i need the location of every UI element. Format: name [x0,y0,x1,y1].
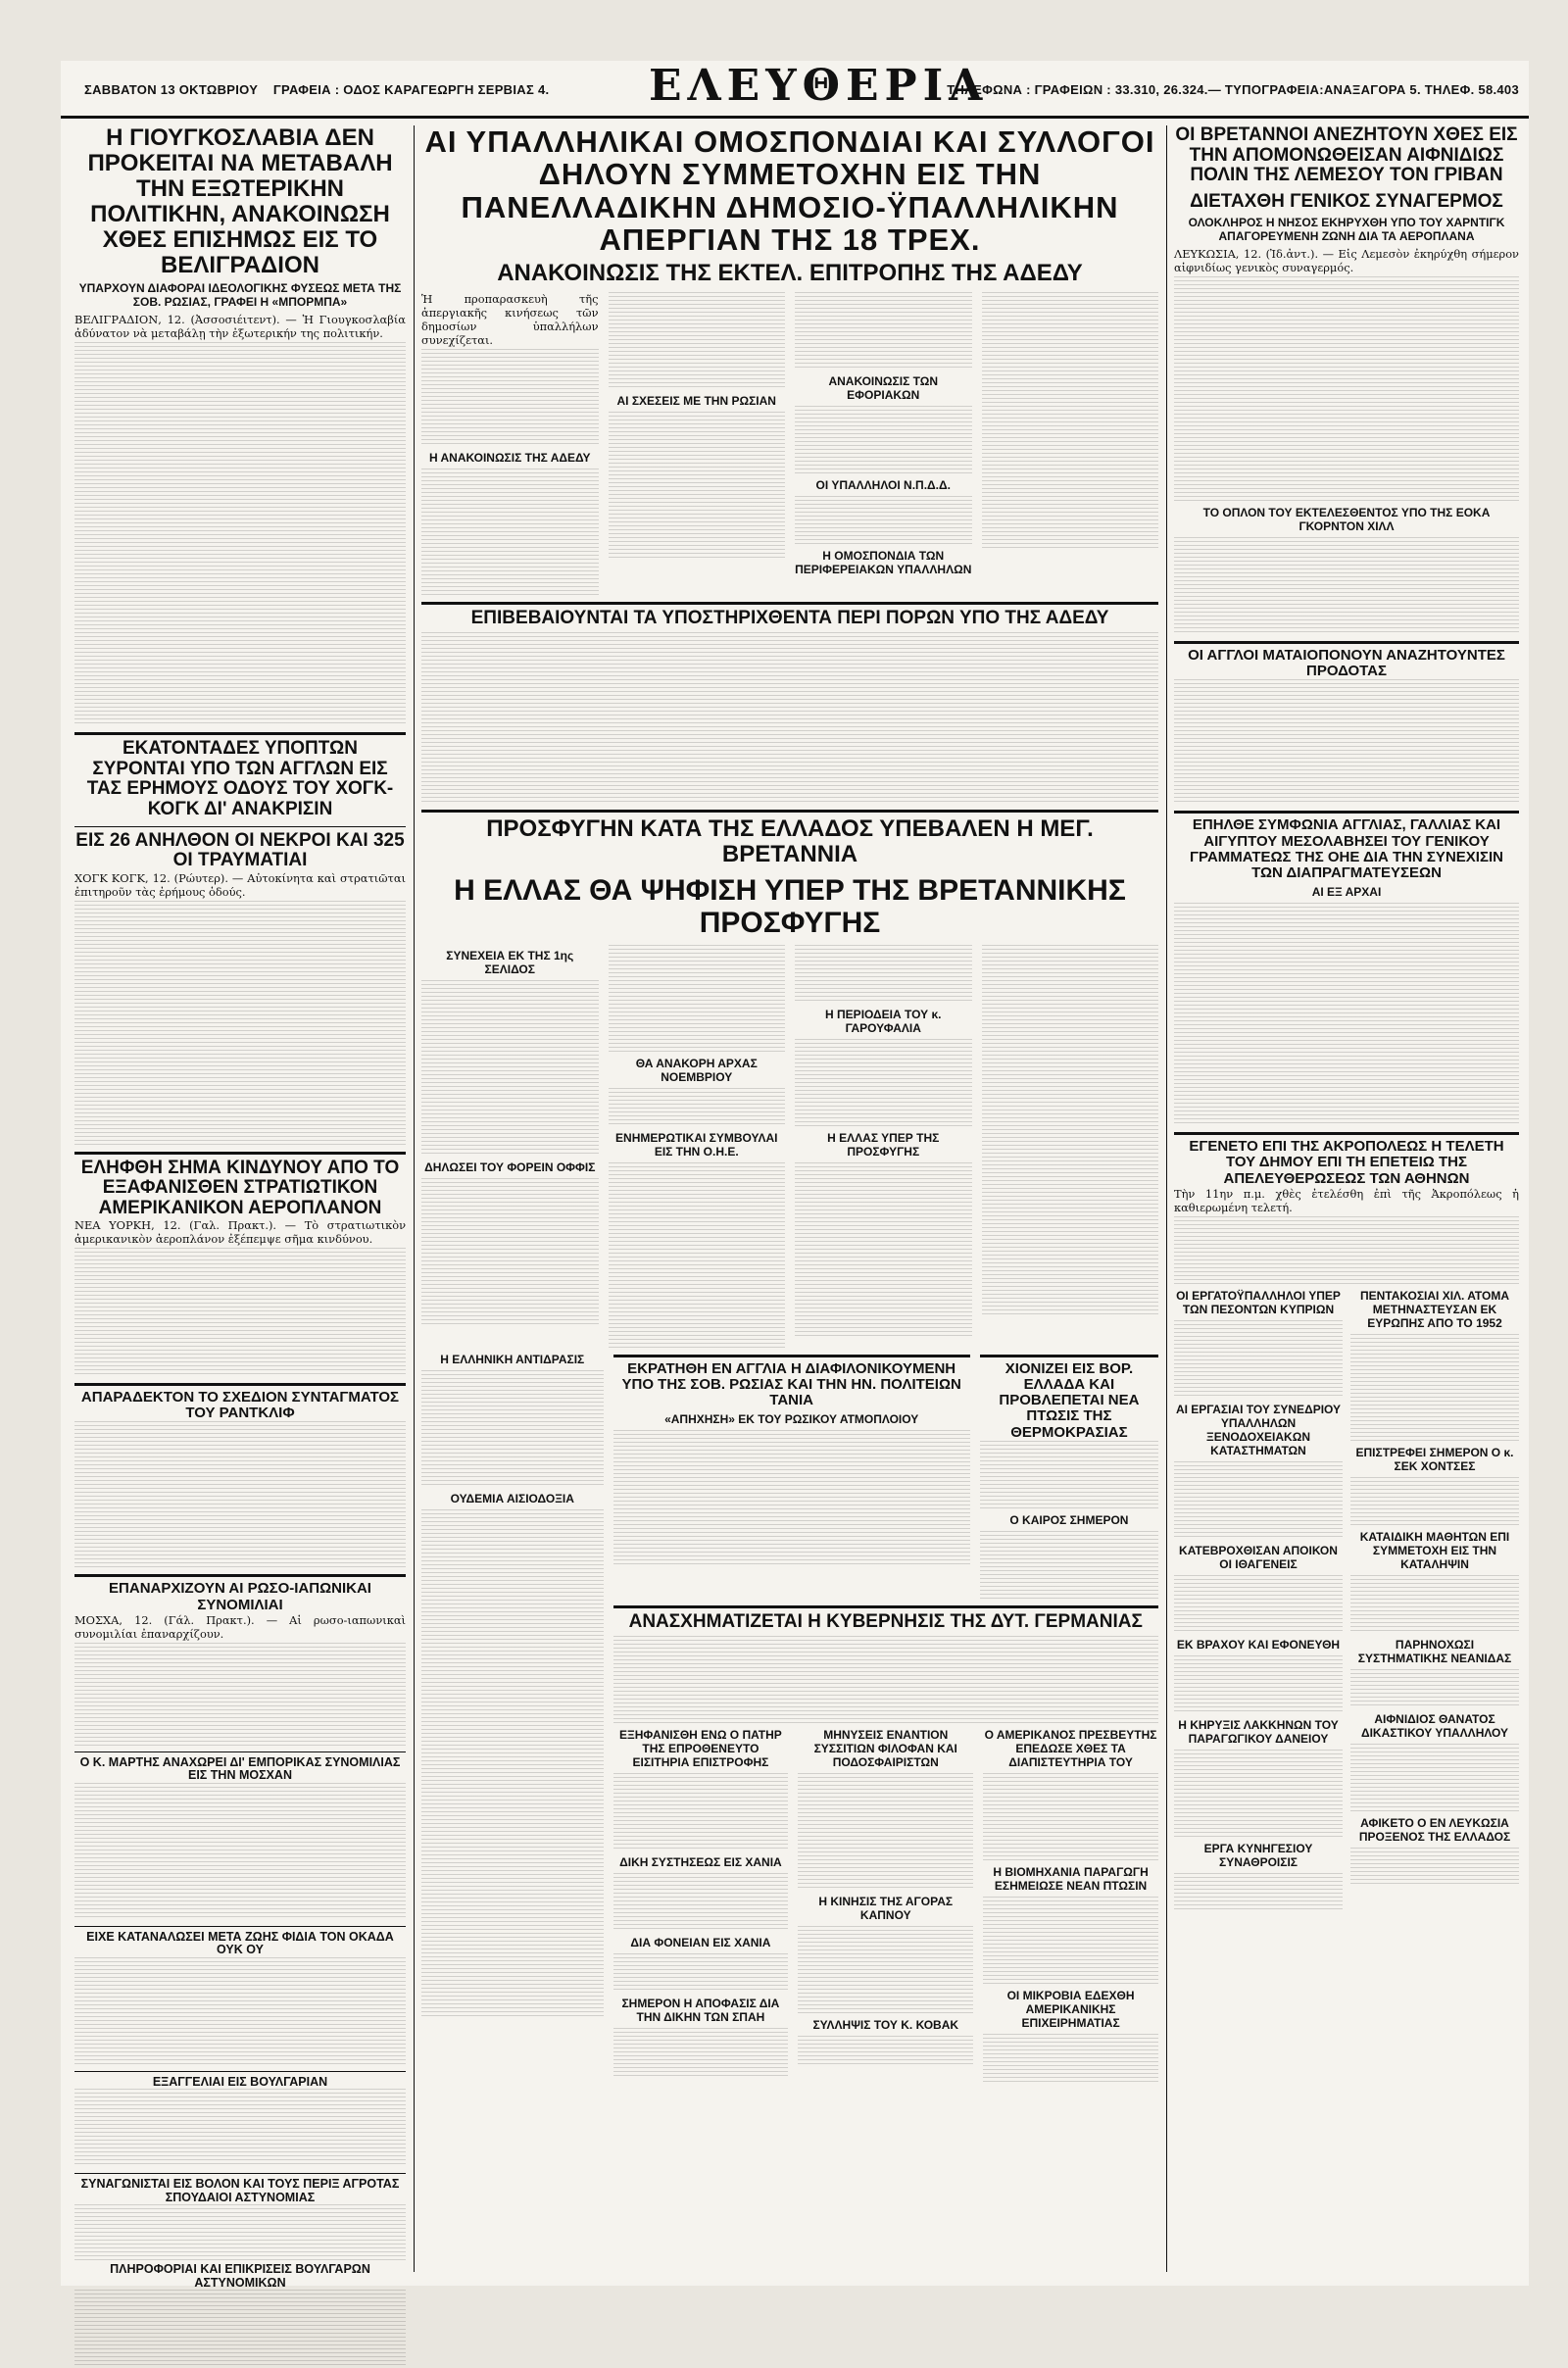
divider [1174,1132,1519,1135]
newspaper-title: ΕΛΕΥΘΕΡΙΑ [649,61,989,111]
appeal-col-3 [795,945,972,1349]
subhead-return: ΕΠΙΣΤΡΕΦΕΙ ΣΗΜΕΡΟΝ Ο κ. ΣΕΚ ΧΟΝΤΣΕΣ [1355,1445,1514,1473]
subhead-chania-trial: ΔΙΚΗ ΣΥΣΤΗΣΕΩΣ ΕΙΣ ΧΑΝΙΑ [619,1855,782,1870]
text-block [1174,1575,1343,1634]
divider [980,1355,1158,1357]
text-block [1350,1744,1519,1812]
article-text: Ἡ προπαρασκευὴ τῆς ἀπεργιακῆς κινήσεως τῶν δημοσίων ὑπαλλήλων συνεχίζεται. [421,291,599,347]
text-block [1174,1461,1343,1540]
subhead-girl: ΠΑΡΗΝΟΧΩΣΙ ΣΥΣΤΗΜΑΤΙΚΗΣ ΝΕΑΝΙΔΑΣ [1357,1637,1512,1665]
right-split-1 [1174,1285,1343,1912]
tanya-article [613,1349,970,1600]
lead-headline: ΑΙ ΥΠΑΛΛΗΛΙΚΑΙ ΟΜΟΣΠΟΝΔΙΑΙ ΚΑΙ ΣΥΛΛΟΓΟΙ ΔΗΛΟΥΝ ΣΥΜΜΕΤΟΧΗΝ ΕΙΣ ΤΗΝ ΠΑΝΕΛΛΑΔΙΚΗΝ ΔΗΜΟΣΙΟ-ΫΠΑΛΛΗΛΙΚΗΝ ΑΠΕΡΓΙΑΝ ΤΗΣ 18 ΤΡΕΧ. [424,124,1155,258]
divider [421,810,1158,813]
masthead-phones: ΤΗΛΕΦΩΝΑ : ΓΡΑΦΕΙΩΝ : 33.310, 26.324.— ΤΥΠΟΓΡΑΦΕΙΑ:ΑΝΑΞΑΓΟΡΑ 5. ΤΗΛΕΦ. 58.403 [947,82,1519,97]
divider [613,1355,970,1357]
headline-tanya: ΕΚΡΑΤΗΘΗ ΕΝ ΑΓΓΛΙΑ Η ΔΙΑΦΙΛΟΝΙΚΟΥΜΕΝΗ ΥΠΟ ΤΗΣ ΣΟΒ. ΡΩΣΙΑΣ ΚΑΙ ΤΗΝ ΗΝ. ΠΟΛΙΤΕΙΩΝ ΤΑΝΙΑ [621,1359,961,1409]
lead-col-1 [421,292,599,596]
text-block [1174,1873,1343,1912]
article-text: Τὴν 11ην π.μ. χθὲς ἐτελέσθη ἐπὶ τῆς Ἀκροπόλεως ἡ καθιερωμένη τελετή. [1174,1186,1519,1214]
right-column [1174,125,1519,2278]
text-block [795,1039,972,1127]
text-block [74,1248,406,1377]
divider [74,2071,406,2072]
office-address: ΓΡΑΦΕΙΑ : ΟΔΟΣ ΚΑΡΑΓΕΩΡΓΗ ΣΕΡΒΙΑΣ 4. [272,82,550,97]
subhead-foreign-office: ΔΗΛΩΣΕΙ ΤΟΥ ΦΟΡΕΙΝ ΟΦΦΙΣ [424,1159,596,1174]
subhead-chania-murder: ΔΙΑ ΦΟΝΕΙΑΝ ΕΙΣ ΧΑΝΙΑ [630,1936,771,1950]
text-block [983,1897,1158,1985]
text-block [609,292,786,390]
appeal-columns [421,945,1158,1349]
column-rule [1166,125,1167,2272]
text-block [1174,276,1519,502]
lead-col-4 [982,292,1159,596]
continuation-note: ΣΥΝΕΧΕΙΑ ΕΚ ΤΗΣ 1ης ΣΕΛΙΔΟΣ [446,948,574,976]
text-block [74,1643,406,1746]
headline-russo-japanese: ΕΠΑΝΑΡΧΙΖΟΥΝ ΑΙ ΡΩΣΟ-ΙΑΠΩΝΙΚΑΙ ΣΥΝΟΜΙΛΙΑΙ [109,1580,371,1613]
text-block [613,2028,789,2077]
lead-columns [421,292,1158,596]
divider [74,1574,406,1577]
subhead-greece-appeal: Η ΕΛΛΑΣ ΥΠΕΡ ΤΗΣ ΠΡΟΣΦΥΓΗΣ [827,1130,940,1159]
masthead [61,61,1529,119]
text-block [795,496,972,545]
subhead-garoufalias: Η ΠΕΡΙΟΔΕΙΑ ΤΟΥ κ. ΓΑΡΟΥΦΑΛΙΑ [825,1007,942,1035]
text-block [1350,1669,1519,1708]
subhead-tax-officers: ΑΝΑΚΟΙΝΩΣΙΣ ΤΩΝ ΕΦΟΡΙΑΚΩΝ [828,373,939,402]
text-block [798,2036,973,2065]
text-block [74,1421,406,1568]
text-block [613,1773,789,1851]
headline-yugoslavia: Η ΓΙΟΥΓΚΟΣΛΑΒΙΑ ΔΕΝ ΠΡΟΚΕΙΤΑΙ ΝΑ ΜΕΤΑΒΑΛΗ ΤΗΝ ΕΞΩΤΕΡΙΚΗΝ ΠΟΛΙΤΙΚΗΝ, ΑΝΑΚΟΙΝΩΣΗ ΧΘΕΣ ΕΠΙΣΗΜΩΣ ΕΙΣ ΤΟ ΒΕΛΙΓΡΑΔΙΟΝ [87,124,393,278]
headline-snakes: ΕΙΧΕ ΚΑΤΑΝΑΛΩΣΕΙ ΜΕΤΑ ΖΩΗΣ ΦΙΔΙΑ ΤΟΝ ΟΚΑΔΑ ΟΥΚ ΟΥ [86,1929,394,1957]
text-block [980,1531,1158,1600]
headline-hongkong: ΕΚΑΤΟΝΤΑΔΕΣ ΥΠΟΠΤΩΝ ΣΥΡΟΝΤΑΙ ΥΠΟ ΤΩΝ ΑΓΓΛΩΝ ΕΙΣ ΤΑΣ ΕΡΗΜΟΥΣ ΟΔΟΥΣ ΤΟΥ ΧΟΓΚ-ΚΟΓΚ ΔΙ' ΑΝΑΚΡΙΣΙΝ [86,738,394,819]
headline-germany: ΑΝΑΣΧΗΜΑΤΙΖΕΤΑΙ Η ΚΥΒΕΡΝΗΣΙΣ ΤΗΣ ΔΥΤ. ΓΕΡΜΑΝΙΑΣ [628,1610,1143,1632]
subhead-rock: ΕΚ ΒΡΑΧΟΥ ΚΑΙ ΕΦΟΝΕΥΘΗ [1176,1637,1341,1652]
text-block [421,349,599,447]
subhead-hunting: ΕΡΓΑ ΚΥΝΗΓΕΣΙΟΥ ΣΥΝΑΘΡΟΙΣΙΣ [1203,1841,1313,1869]
divider [613,1605,1159,1608]
text-block [421,1370,604,1488]
text-block [613,1953,789,1993]
text-block [1350,1334,1519,1442]
headline-agreement: ΕΠΗΛΘΕ ΣΥΜΦΩΝΙΑ ΑΓΓΛΙΑΣ, ΓΑΛΛΙΑΣ ΚΑΙ ΑΙΓΥΠΤΟΥ ΜΕΣΟΛΑΒΗΣΕΙ ΤΟΥ ΓΕΝΙΚΟΥ ΓΡΑΜΜΑΤΕΩΣ ΤΗΣ ΟΗΕ ΔΙΑ ΤΗΝ ΣΥΝΕΧΙΣΙΝ ΤΩΝ ΔΙΑΠΡΑΓΜΑΤΕΥΣΕΩΝ [1190,816,1503,881]
lower-col-1 [421,1349,604,2083]
subhead-russia: ΑΙ ΣΧΕΣΕΙΣ ΜΕ ΤΗΝ ΡΩΣΙΑΝ [616,393,776,408]
headline-radcliffe: ΑΠΑΡΑΔΕΚΤΟΝ ΤΟ ΣΧΕΔΙΟΝ ΣΥΝΤΑΓΜΑΤΟΣ ΤΟΥ ΡΑΝΤΚΛΙΦ [80,1389,400,1422]
headline-martis: Ο Κ. ΜΑΡΤΗΣ ΑΝΑΧΩΡΕΙ ΔΙ' ΕΜΠΟΡΙΚΑΣ ΣΥΝΟΜΙΛΙΑΣ ΕΙΣ ΤΗΝ ΜΟΣΧΑΝ [79,1754,401,1783]
text-block [613,1430,970,1567]
divider [1174,811,1519,814]
text-block [609,412,786,559]
text-block [795,406,972,474]
subhead-november: ΘΑ ΑΝΑΚΟΡΗ ΑΡΧΑΣ ΝΟΕΜΒΡΙΟΥ [635,1056,758,1084]
subhead-ambassador: Ο ΑΜΕΡΙΚΑΝΟΣ ΠΡΕΣΒΕΥΤΗΣ ΕΠΕΔΩΣΕ ΧΘΕΣ ΤΑ ΔΙΑΠΙΣΤΕΥΤΗΡΙΑ ΤΟΥ [984,1728,1157,1770]
subhead-emigration: ΠΕΝΤΑΚΟΣΙΑΙ ΧΙΛ. ΑΤΟΜΑ ΜΕΤΗΝΑΣΤΕΥΣΑΝ ΕΚ ΕΥΡΩΠΗΣ ΑΠΟ ΤΟ 1952 [1359,1288,1510,1330]
text-block [421,1509,604,2019]
divider [74,732,406,735]
text-block [613,1636,1159,1724]
text-block [74,342,406,726]
text-block [613,1873,789,1932]
text-block [1350,1848,1519,1887]
text-block [798,1773,973,1891]
text-block [982,945,1159,1317]
text-block [74,901,406,1146]
subhead-loan: Η ΚΗΡΥΞΙΣ ΛΑΚΚΗΝΩΝ ΤΟΥ ΠΑΡΑΓΩΓΙΚΟΥ ΔΑΝΕΙΟΥ [1178,1717,1339,1746]
text-block [1174,1750,1343,1838]
lead-col-2 [609,292,786,596]
subhead-workers: ΟΙ ΕΡΓΑΤΟΫΠΑΛΛΗΛΟΙ ΥΠΕΡ ΤΩΝ ΠΕΣΟΝΤΩΝ ΚΥΠΡΙΩΝ [1176,1288,1341,1316]
headline-volos: ΣΥΝΑΓΩΝΙΣΤΑΙ ΕΙΣ ΒΟΛΟΝ ΚΑΙ ΤΟΥΣ ΠΕΡΙΞ ΑΓΡΟΤΑΣ ΣΠΟΥΔΑΙΟΙ ΑΣΤΥΝΟΜΙΑΣ [80,2177,400,2204]
subhead-settler: ΚΑΤΕΒΡΟΧΘΙΣΑΝ ΑΠΟΙΚΟΝ ΟΙ ΙΘΑΓΕΝΕΙΣ [1179,1543,1338,1571]
text-block [982,292,1159,549]
text-block [1174,1216,1519,1285]
lead-subheadline: ΑΝΑΚΟΙΝΩΣΙΣ ΤΗΣ ΕΚΤΕΛ. ΕΠΙΤΡΟΠΗΣ ΤΗΣ ΑΔΕΔΥ [497,259,1083,286]
text-block [1174,537,1519,635]
text-block [980,1441,1158,1509]
text-block [609,945,786,1053]
divider [421,602,1158,605]
lower-center [421,1349,1158,2083]
divider [74,1152,406,1155]
subhead-spai: ΣΗΜΕΡΟΝ Η ΑΠΟΦΑΣΙΣ ΔΙΑ ΤΗΝ ΔΙΚΗΝ ΤΩΝ ΣΠΑΗ [621,1997,780,2025]
text-block [74,2204,406,2263]
headline-grivas: ΟΙ ΒΡΕΤΑΝΝΟΙ ΑΝΕΖΗΤΟΥΝ ΧΘΕΣ ΕΙΣ ΤΗΝ ΑΠΟΜΟΝΩΘΕΙΣΑΝ ΑΙΦΝΙΔΙΩΣ ΠΟΛΙΝ ΤΗΣ ΛΕΜΕΣΟΥ ΤΟΝ ΓΡΙΒΑΝ [1175,124,1518,186]
subhead-students: ΚΑΤΑΙΔΙΚΗ ΜΑΘΗΤΩΝ ΕΠΙ ΣΥΜΜΕΤΟΧΗ ΕΙΣ ΤΗΝ ΚΑΤΑΛΗΨΙΝ [1359,1529,1510,1571]
column-rule [414,125,415,2272]
text-block [795,1162,972,1339]
subhead-hotel: ΑΙ ΕΡΓΑΣΙΑΙ ΤΟΥ ΣΥΝΕΔΡΙΟΥ ΥΠΑΛΛΗΛΩΝ ΞΕΝΟΔΟΧΕΙΑΚΩΝ ΚΑΤΑΣΤΗΜΑΤΩΝ [1175,1402,1342,1457]
headline-traitors: ΟΙ ΑΓΓΛΟΙ ΜΑΤΑΙΟΠΟΝΟΥΝ ΑΝΑΖΗΤΟΥΝΤΕΣ ΠΡΟΔΟΤΑΣ [1188,647,1505,680]
text-block [1174,1320,1343,1399]
headline-snow: ΧΙΟΝΙΖΕΙ ΕΙΣ ΒΟΡ. ΕΛΛΑΔΑ ΚΑΙ ΠΡΟΒΛΕΠΕΤΑΙ ΝΕΑ ΠΤΩΣΙΣ ΤΗΣ ΘΕΡΜΟΚΡΑΣΙΑΣ [999,1359,1140,1441]
subhead-harding: ΟΛΟΚΛΗΡΟΣ Η ΝΗΣΟΣ ΕΚΗΡΥΧΘΗ ΥΠΟ ΤΟΥ ΧΑΡΝΤΙΓΚ ΑΠΑΓΟΡΕΥΜΕΝΗ ΖΩΝΗ ΔΙΑ ΤΑ ΑΕΡΟΠΛΑΝΑ [1188,216,1505,244]
divider [74,826,406,827]
divider [74,1751,406,1752]
appeal-col-4 [982,945,1159,1349]
subhead-adedy: Η ΑΝΑΚΟΙΝΩΣΙΣ ΤΗΣ ΑΔΕΔΥ [428,450,591,465]
text-block [1350,1575,1519,1634]
subhead-ideological: ΥΠΑΡΧΟΥΝ ΔΙΑΦΟΡΑΙ ΙΔΕΟΛΟΓΙΚΗΣ ΦΥΣΕΩΣ ΜΕΤΑ ΤΗΣ ΣΟΒ. ΡΩΣΙΑΣ, ΓΡΑΦΕΙ Η «ΜΠΟΡΜΠΑ» [78,281,402,310]
divider [74,1383,406,1386]
left-column [74,124,406,2290]
text-block [74,2290,406,2368]
bottom-col-1 [613,1724,789,2083]
subhead-tanya: «ΑΠΗΧΗΣΗ» ΕΚ ΤΟΥ ΡΩΣΙΚΟΥ ΑΤΜΟΠΛΟΙΟΥ [664,1412,919,1427]
subhead-death: ΑΙΦΝΙΔΙΟΣ ΘΑΝΑΤΟΣ ΔΙΚΑΣΤΙΚΟΥ ΥΠΑΛΛΗΛΟΥ [1360,1711,1509,1740]
text-block [1174,1655,1343,1714]
headline-bulgaria: ΕΞΑΓΓΕΛΙΑΙ ΕΙΣ ΒΟΥΛΓΑΡΙΑΝ [152,2074,328,2089]
bottom-row [613,1724,1159,2083]
subhead-weather: Ο ΚΑΙΡΟΣ ΣΗΜΕΡΟΝ [1009,1512,1129,1527]
text-block [983,2034,1158,2083]
text-block [795,945,972,1004]
text-block [1350,1477,1519,1526]
subhead-optimism: ΟΥΔΕΜΙΑ ΑΙΣΙΟΔΟΞΙΑ [450,1491,574,1505]
subhead-npdd: ΟΙ ΥΠΑΛΛΗΛΟΙ Ν.Π.Δ.Δ. [815,477,951,492]
right-split-2 [1350,1285,1519,1912]
newspaper-page [61,61,1529,2290]
subhead-consul: ΑΦΙΚΕΤΟ Ο ΕΝ ΛΕΥΚΩΣΙΑ ΠΡΟΞΕΝΟΣ ΤΗΣ ΕΛΛΑΔΟΣ [1358,1815,1511,1844]
subhead-tickets: ΕΞΗΦΑΝΙΣΘΗ ΕΝΩ Ο ΠΑΤΗΡ ΤΗΣ ΕΠΡΟΘΕΝΕΥΤΟ ΕΙΣΙΤΗΡΙΑ ΕΠΙΣΤΡΟΦΗΣ [619,1728,782,1770]
subhead-lawsuits: ΜΗΝΥΣΕΙΣ ΕΝΑΝΤΙΟΝ ΣΥΣΣΙΤΙΩΝ ΦΙΛΟΦΑΝ ΚΑΙ ΠΟΔΟΣΦΑΙΡΙΣΤΩΝ [813,1728,957,1770]
subhead-greek-reaction: Η ΕΛΛΗΝΙΚΗ ΑΝΤΙΔΡΑΣΙΣ [440,1352,585,1366]
subhead-tobacco: Η ΚΙΝΗΣΙΣ ΤΗΣ ΑΓΟΡΑΣ ΚΑΠΝΟΥ [818,1895,954,1923]
tanya-row [613,1349,1159,1600]
headline-resources: ΕΠΙΒΕΒΑΙΟΥΝΤΑΙ ΤΑ ΥΠΟΣΤΗΡΙΧΘΕΝΤΑ ΠΕΡΙ ΠΟΡΩΝ ΥΠΟ ΤΗΣ ΑΔΕΔΥ [470,607,1109,628]
lead-col-3 [795,292,972,596]
text-block [1174,679,1519,805]
subhead-principles: ΑΙ ΕΞ ΑΡΧΑΙ [1311,885,1382,900]
masthead-date [84,82,549,97]
headline-acropolis: ΕΓΕΝΕΤΟ ΕΠΙ ΤΗΣ ΑΚΡΟΠΟΛΕΩΣ Η ΤΕΛΕΤΗ ΤΟΥ ΔΗΜΟΥ ΕΠΙ ΤΗ ΕΠΕΤΕΙΩ ΤΗΣ ΑΠΕΛΕΥΘΕΡΩΣΕΩΣ ΤΩΝ ΑΘΗΝΩΝ [1189,1138,1504,1187]
headline-police: ΠΛΗΡΟΦΟΡΙΑΙ ΚΑΙ ΕΠΙΚΡΙΣΕΙΣ ΒΟΥΛΓΑΡΩΝ ΑΣΤΥΝΟΜΙΚΩΝ [110,2262,370,2290]
headline-alarm: ΔΙΕΤΑΧΘΗ ΓΕΝΙΚΟΣ ΣΥΝΑΓΕΡΜΟΣ [1190,190,1503,212]
subhead-business: ΟΙ ΜΙΚΡΟΒΙΑ ΕΔΕΧΘΗ ΑΜΕΡΙΚΑΝΙΚΗΣ ΕΠΙΧΕΙΡΗΜΑΤΙΑΣ [1006,1989,1135,2031]
bottom-col-2 [798,1724,973,2083]
text-block [74,1783,406,1920]
divider [74,1926,406,1927]
subhead-kovak: ΣΥΛΛΗΨΙΣ ΤΟΥ Κ. ΚΟΒΑΚ [812,2018,959,2033]
appeal-col-2 [609,945,786,1349]
text-block [74,2089,406,2167]
text-block [421,469,599,596]
headline-casualties: ΕΙΣ 26 ΑΝΗΛΘΟΝ ΟΙ ΝΕΚΡΟΙ ΚΑΙ 325 ΟΙ ΤΡΑΥΜΑΤΙΑΙ [75,829,405,871]
lower-col-wide [613,1349,1159,2083]
article-text: ΧΟΓΚ ΚΟΓΚ, 12. (Ρώυτερ). — Αὐτοκίνητα καὶ στρατιῶται ἐπιτηροῦν τὰς ἐρήμους ὁδούς. [74,870,406,899]
text-block [74,1957,406,2065]
article-text: ΛΕΥΚΩΣΙΑ, 12. (Ἰδ.ἀντ.). — Εἰς Λεμεσὸν ἐκηρύχθη σήμερον αἰφνιδίως γενικὸς συναγερμός. [1174,247,1519,275]
text-block [1174,903,1519,1126]
text-block [798,1926,973,2014]
headline-appeal: ΠΡΟΣΦΥΓΗΝ ΚΑΤΑ ΤΗΣ ΕΛΛΑΔΟΣ ΥΠΕΒΑΛΕΝ Η ΜΕΓ. ΒΡΕΤΑΝΝΙΑ [486,815,1094,868]
bottom-col-3 [983,1724,1158,2083]
snow-article [980,1349,1158,1600]
article-text: ΜΟΣΧΑ, 12. (Γάλ. Πρακτ.). — Αἱ ρωσο-ιαπωνικαὶ συνομιλίαι ἐπαναρχίζουν. [74,1612,406,1641]
headline-greece-vote: Η ΕΛΛΑΣ ΘΑ ΨΗΦΙΣΗ ΥΠΕΡ ΤΗΣ ΒΡΕΤΑΝΝΙΚΗΣ ΠΡΟΣΦΥΓΗΣ [454,874,1126,939]
text-block [795,292,972,370]
appeal-col-1 [421,945,599,1349]
right-split [1174,1285,1519,1912]
article-text: ΝΕΑ ΥΟΡΚΗ, 12. (Γαλ. Πρακτ.). — Τὸ στρατιωτικὸν ἀμερικανικὸν ἀεροπλάνον ἐξέπεμψε σῆμα κινδύνου. [74,1218,406,1247]
headline-distress: ΕΛΗΦΘΗ ΣΗΜΑ ΚΙΝΔΥΝΟΥ ΑΠΟ ΤΟ ΕΞΑΦΑΝΙΣΘΕΝ ΣΤΡΑΤΙΩΤΙΚΟΝ ΑΜΕΡΙΚΑΝΙΚΟΝ ΑΕΡΟΠΛΑΝΟΝ [80,1157,400,1218]
subhead-uno: ΕΝΗΜΕΡΩΤΙΚΑΙ ΣΥΜΒΟΥΛΑΙ ΕΙΣ ΤΗΝ Ο.Η.Ε. [615,1130,778,1159]
text-block [421,980,599,1157]
subhead-gordon-hill: ΤΟ ΟΠΛΟΝ ΤΟΥ ΕΚΤΕΛΕΣΘΕΝΤΟΣ ΥΠΟ ΤΗΣ ΕΟΚΑ ΓΚΟΡΝΤΟΝ ΧΙΛΛ [1202,506,1491,534]
text-block [609,1088,786,1127]
divider [1174,641,1519,644]
text-block [421,1178,599,1325]
text-block [421,632,1158,804]
article-text: ΒΕΛΙΓΡΑΔΙΟΝ, 12. (Ἀσσοσιέιτεντ). — Ἡ Γιουγκοσλαβία ἀδύνατον νὰ μεταβάλῃ τὴν ἐξωτερικήν της πολιτικήν. [74,313,406,341]
date-text: ΣΑΒΒΑΤΟΝ 13 ΟΚΤΩΒΡΙΟΥ [84,82,259,97]
text-block [609,1162,786,1349]
divider [74,2173,406,2174]
text-block [983,1773,1158,1861]
subhead-industry: Η ΒΙΟΜΗΧΑΝΙΑ ΠΑΡΑΓΩΓΗ ΕΣΗΜΕΙΩΣΕ ΝΕΑΝ ΠΤΩΣΙΝ [993,1865,1149,1894]
center-column [421,125,1158,2278]
subhead-regional: Η ΟΜΟΣΠΟΝΔΙΑ ΤΩΝ ΠΕΡΙΦΕΡΕΙΑΚΩΝ ΥΠΑΛΛΗΛΩΝ [795,548,972,576]
